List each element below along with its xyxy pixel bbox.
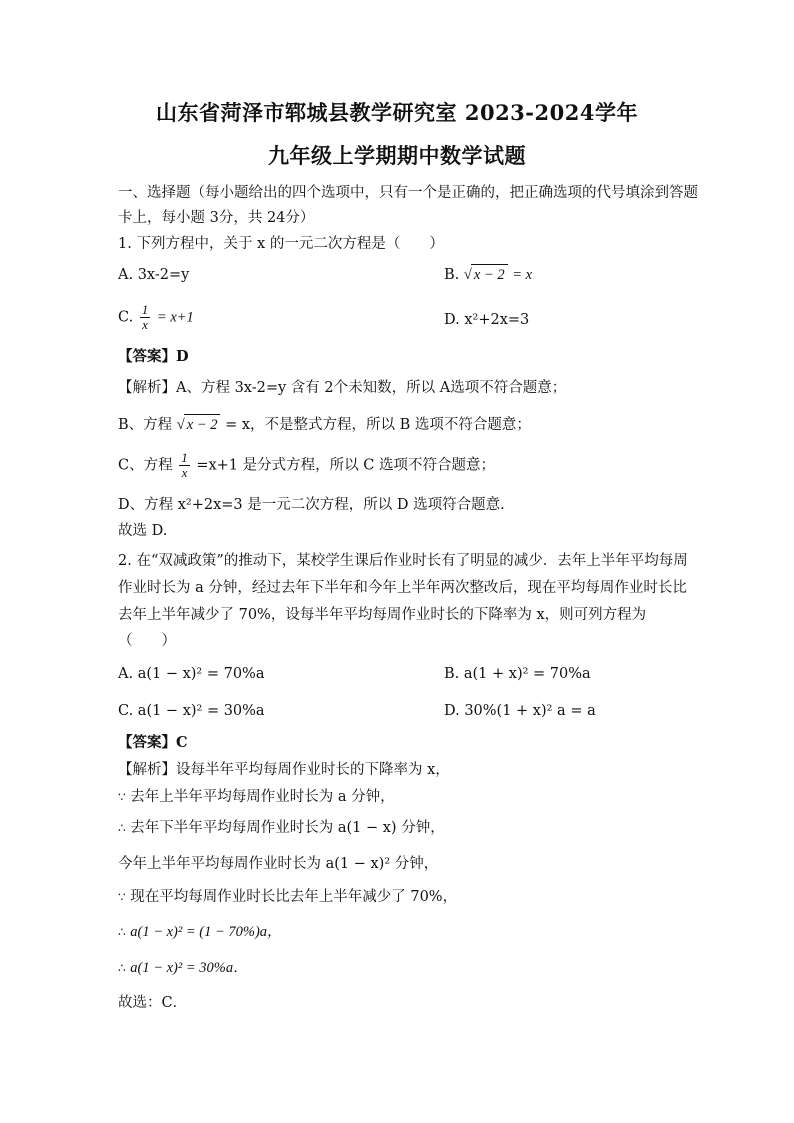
q1-option-b-label: B.	[444, 267, 460, 283]
radicand: x − 2	[184, 414, 221, 435]
fraction-numerator: 1	[141, 302, 149, 317]
explanation-text: 去年下半年平均每周作业时长为 a(1 − x) 分钟，	[130, 820, 445, 836]
explanation-text: B、方程	[118, 417, 173, 433]
q2-stem-line4: （ ）	[118, 633, 176, 649]
q1-option-b-rhs: = x	[512, 267, 533, 283]
q1-stem: 1. 下列方程中，关于 x 的一元二次方程是（ ）	[118, 236, 444, 252]
explanation-text: 现在平均每周作业时长比去年上半年减少了 70%，	[130, 889, 458, 905]
therefore-symbol: ∴	[118, 821, 126, 835]
explanation-text: 去年上半年平均每周作业时长为 a 分钟，	[130, 789, 395, 805]
document-title-line1: 山东省菏泽市郓城县教学研究室 2023-2024学年	[156, 100, 638, 125]
q2-answer: 【答案】C	[118, 734, 188, 751]
q2-explanation-7	[118, 958, 248, 978]
q2-explanation-6	[118, 922, 282, 942]
sqrt-expression: √ x − 2	[464, 264, 508, 285]
therefore-symbol: ∴	[118, 961, 126, 975]
fraction	[179, 451, 190, 480]
q1-option-a: A. 3x-2=y	[118, 267, 190, 283]
q2-explanation-3	[118, 818, 445, 838]
therefore-symbol: ∴	[118, 925, 126, 939]
q1-explanation-a: 【解析】A、方程 3x-2=y 含有 2个未知数，所以 A选项不符合题意；	[118, 380, 567, 396]
q2-explanation-1: 【解析】设每半年平均每周作业时长的下降率为 x，	[118, 762, 450, 778]
q2-option-d: D. 30%(1 + x)² a = a	[444, 703, 596, 719]
fraction-denominator: x	[142, 317, 148, 332]
explanation-text: = x，不是整式方程，所以 B 选项不符合题意；	[225, 417, 531, 433]
q1-answer: 【答案】D	[118, 348, 189, 365]
equation: a(1 − x)² = 30%a．	[130, 960, 248, 976]
q2-conclusion: 故选：C．	[118, 995, 188, 1011]
document-title-line2: 九年级上学期期中数学试题	[268, 143, 526, 168]
fraction-numerator: 1	[181, 450, 188, 465]
q1-option-c-label: C.	[118, 309, 134, 326]
q2-stem-line2: 作业时长为 a 分钟，经过去年下半年和今年上半年两次整改后，现在平均每周作业时长比	[118, 580, 687, 596]
q2-explanation-5	[118, 887, 457, 907]
radicand: x − 2	[471, 264, 508, 285]
q1-explanation-b	[118, 414, 531, 435]
q1-option-c	[118, 303, 194, 332]
q2-option-c: C. a(1 − x)² = 30%a	[118, 703, 265, 719]
because-symbol: ∵	[118, 790, 126, 804]
q1-option-c-rhs: = x+1	[156, 309, 194, 326]
because-symbol: ∵	[118, 890, 126, 904]
fraction	[140, 303, 151, 332]
explanation-text: C、方程	[118, 457, 173, 474]
q2-explanation-2	[118, 787, 395, 807]
q2-explanation-4: 今年上半年平均每周作业时长为 a(1 − x)² 分钟，	[118, 856, 439, 872]
section-heading: 一、选择题（每小题给出的四个选项中，只有一个是正确的，把正确选项的代号填涂到答题	[118, 185, 698, 201]
q1-option-d: D. x²+2x=3	[444, 312, 530, 328]
q1-explanation-d: D、方程 x²+2x=3 是一元二次方程，所以 D 选项符合题意.	[118, 497, 505, 513]
q1-option-b	[444, 264, 532, 285]
q1-explanation-c	[118, 451, 495, 480]
section-heading-cont: 卡上，每小题 3分，共 24分）	[118, 210, 315, 226]
equation: a(1 − x)² = (1 − 70%)a，	[130, 924, 282, 940]
q1-conclusion: 故选 D.	[118, 523, 168, 539]
q2-option-b: B. a(1 + x)² = 70%a	[444, 666, 591, 682]
sqrt-expression: √ x − 2	[177, 414, 221, 435]
q2-option-a: A. a(1 − x)² = 70%a	[118, 666, 265, 682]
explanation-text: =x+1 是分式方程，所以 C 选项不符合题意；	[196, 457, 495, 474]
fraction-denominator: x	[181, 465, 188, 480]
q2-stem-line1: 2. 在“双减政策”的推动下，某校学生课后作业时长有了明显的减少．去年上半年平均每周	[118, 553, 688, 569]
q2-stem-line3: 去年上半年减少了 70%，设每半年平均每周作业时长的下降率为 x，则可列方程为	[118, 607, 647, 623]
